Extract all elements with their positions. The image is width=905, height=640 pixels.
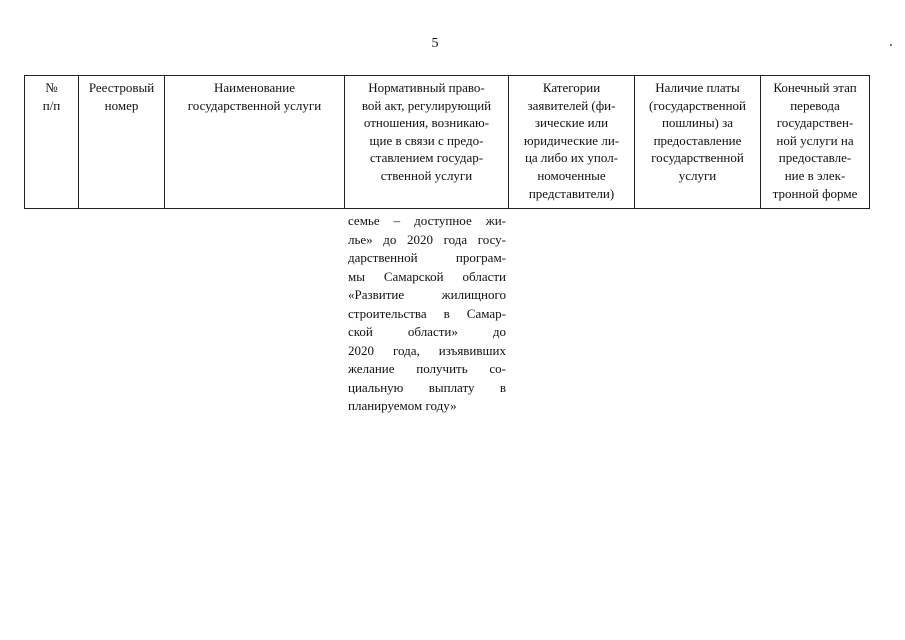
text-line: планируемом году»: [348, 398, 457, 413]
text-line: циальную выплату в: [348, 379, 506, 395]
text-line: мы Самарской области: [348, 268, 506, 284]
header-row: [25, 76, 870, 209]
legal-act-continuation-text: [348, 212, 506, 416]
services-table-header: [24, 75, 870, 209]
text-line: 2020 года, изъявивших: [348, 342, 506, 358]
col-header-legal-act: Нормативный право- вой акт, регулирующий отношения, возникаю- щие в связи с предо- ставлением государ- ственной услуги: [345, 76, 509, 209]
text-line: «Развитие жилищного: [348, 287, 506, 302]
text-line: лье» до 2020 года госу-: [348, 231, 506, 247]
col-header-final-stage: Конечный этап перевода государствен- ной услуги на предоставле- ние в элек- тронной форме: [761, 76, 870, 209]
scan-speck: [890, 44, 892, 46]
col-header-number: № п/п: [25, 76, 79, 209]
text-line: семье – доступное жи-: [348, 213, 506, 228]
col-header-fee: Наличие платы (государственной пошлины) за предоставление государственной услуги: [635, 76, 761, 209]
col-header-registry-number: Реестровый номер: [79, 76, 165, 209]
text-line: дарственной програм-: [348, 250, 506, 265]
col-header-service-name: Наименование государственной услуги: [165, 76, 345, 209]
text-line: желание получить со-: [348, 361, 506, 376]
page-number: 5: [431, 36, 439, 51]
text-line: ской области» до: [348, 324, 506, 339]
text-line: строительства в Самар-: [348, 305, 506, 321]
col-header-applicant-categories: Категории заявителей (фи- зические или юридические ли- ца либо их упол- номоченные представители): [509, 76, 635, 209]
